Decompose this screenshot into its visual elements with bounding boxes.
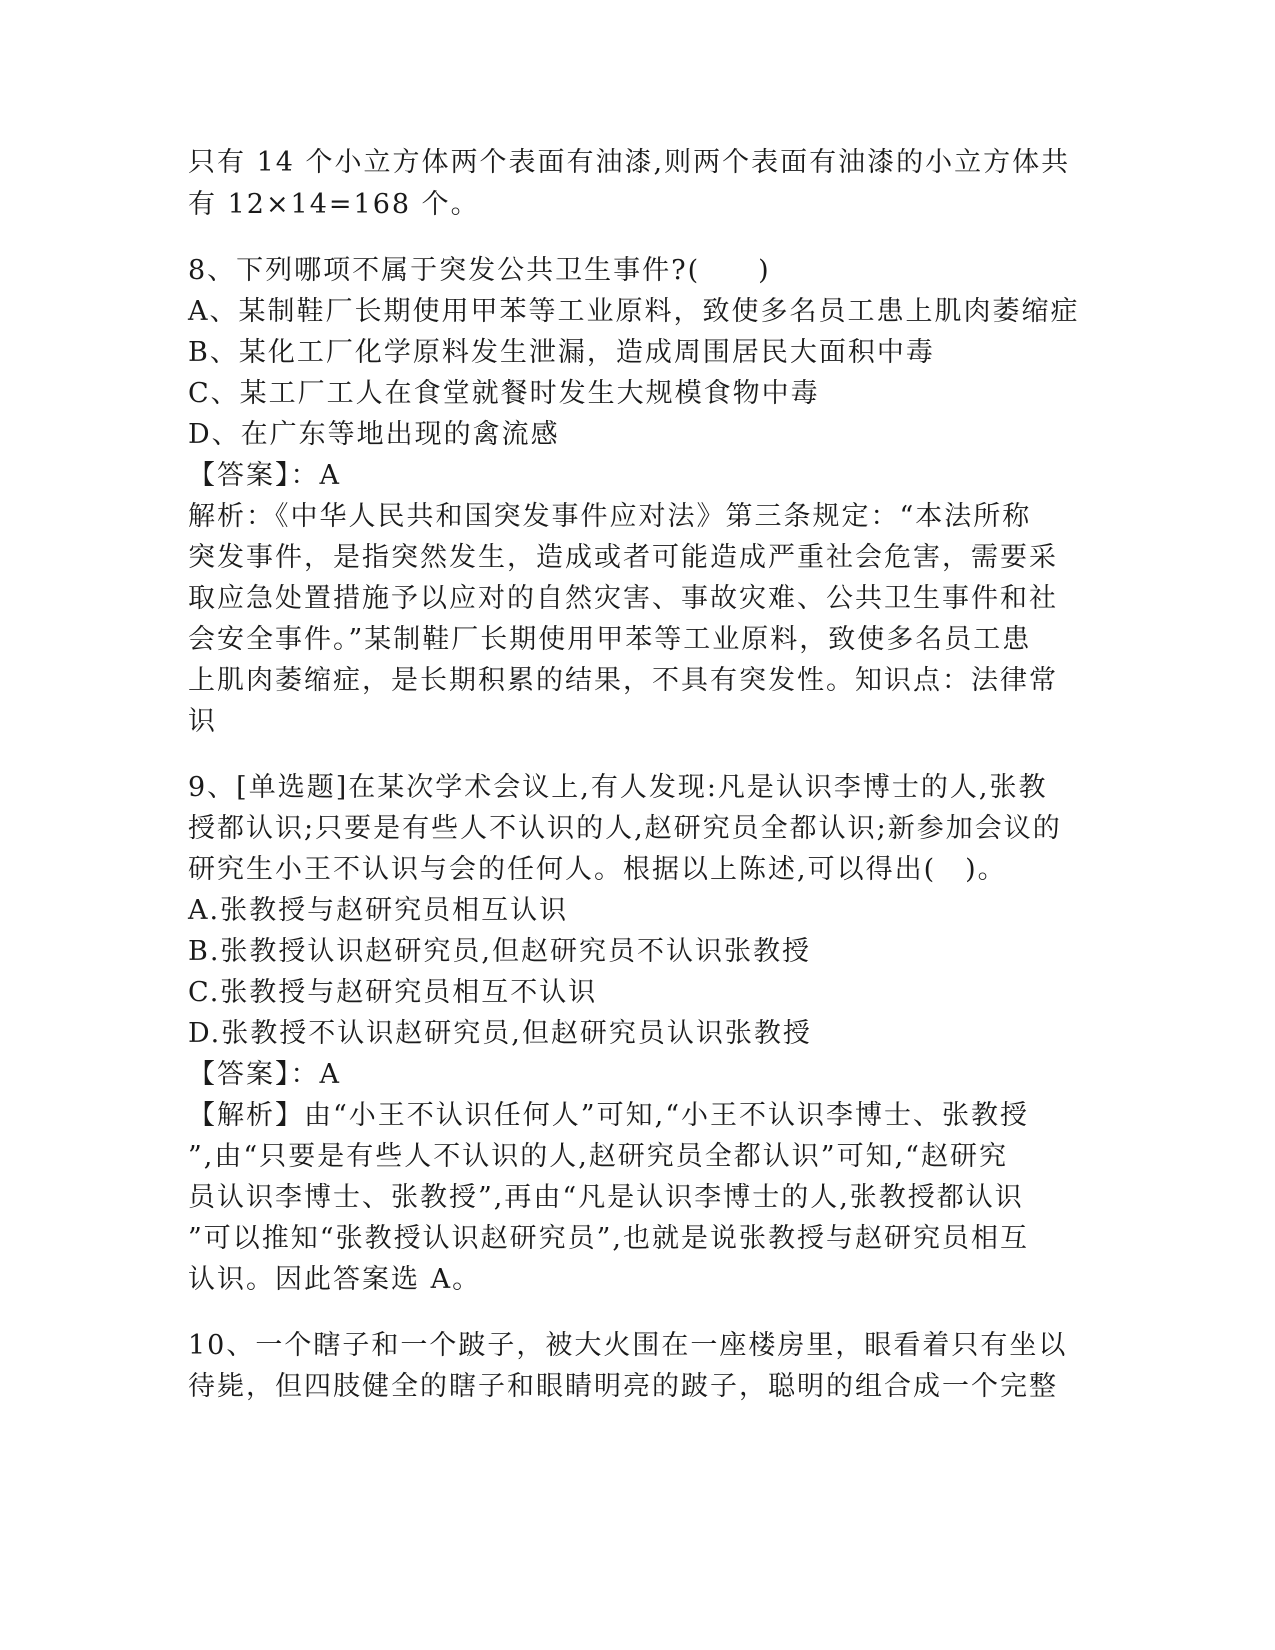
- question-9-explanation: ”,由“只要是有些人不认识的人,赵研究员全都认识”可知,“赵研究: [188, 1141, 1008, 1172]
- question-8-explanation: 识: [188, 706, 217, 737]
- question-9-explanation: ”可以推知“张教授认识赵研究员”,也就是说张教授与赵研究员相互: [188, 1223, 1029, 1254]
- question-9-stem: 授都认识;只要是有些人不认识的人,赵研究员全都认识;新参加会议的: [188, 813, 1062, 844]
- question-9-answer: 【答案】：A: [188, 1059, 341, 1090]
- text-line: 只有 14 个小立方体两个表面有油漆,则两个表面有油漆的小立方体共: [188, 147, 1071, 178]
- question-9-explanation: 员认识李博士、张教授”,再由“凡是认识李博士的人,张教授都认识: [188, 1182, 1024, 1213]
- question-8-explanation: 上肌肉萎缩症，是长期积累的结果，不具有突发性。知识点：法律常: [188, 665, 1058, 696]
- question-8-option-a: A、某制鞋厂长期使用甲苯等工业原料，致使多名员工患上肌肉萎缩症: [188, 296, 1080, 327]
- question-9-explanation: 认识。因此答案选 A。: [188, 1264, 482, 1295]
- question-8-explanation: 会安全事件。”某制鞋厂长期使用甲苯等工业原料，致使多名员工患: [188, 624, 1032, 655]
- question-10-stem: 待毙，但四肢健全的瞎子和眼睛明亮的跛子，聪明的组合成一个完整: [188, 1371, 1058, 1402]
- question-9-option-a: A.张教授与赵研究员相互认识: [188, 895, 569, 926]
- question-8-explanation: 突发事件，是指突然发生，造成或者可能造成严重社会危害，需要采: [188, 542, 1058, 573]
- question-8-option-d: D、在广东等地出现的禽流感: [188, 419, 560, 450]
- question-10-stem: 10、一个瞎子和一个跛子，被大火围在一座楼房里，眼看着只有坐以: [188, 1330, 1068, 1361]
- question-8-explanation: 取应急处置措施予以应对的自然灾害、事故灾难、公共卫生事件和社: [188, 583, 1058, 614]
- question-8-option-c: C、某工厂工人在食堂就餐时发生大规模食物中毒: [188, 378, 820, 409]
- question-8-option-b: B、某化工厂化学原料发生泄漏，造成周围居民大面积中毒: [188, 337, 935, 368]
- text-line: 有 12×14=168 个。: [188, 189, 480, 220]
- question-8-explanation: 解析：《中华人民共和国突发事件应对法》第三条规定：“本法所称: [188, 501, 1032, 532]
- question-9-option-c: C.张教授与赵研究员相互不认识: [188, 977, 598, 1008]
- question-9-stem: 研究生小王不认识与会的任何人。根据以上陈述,可以得出( )。: [188, 854, 1007, 885]
- question-8-stem: 8、下列哪项不属于突发公共卫生事件?( ): [188, 255, 771, 286]
- question-8-answer: 【答案】：A: [188, 460, 341, 491]
- question-9-option-d: D.张教授不认识赵研究员,但赵研究员认识张教授: [188, 1018, 812, 1049]
- question-9-stem: 9、[单选题]在某次学术会议上,有人发现:凡是认识李博士的人,张教: [188, 772, 1048, 803]
- question-9-option-b: B.张教授认识赵研究员,但赵研究员不认识张教授: [188, 936, 812, 967]
- question-9-explanation: 【解析】由“小王不认识任何人”可知,“小王不认识李博士、张教授: [188, 1100, 1029, 1131]
